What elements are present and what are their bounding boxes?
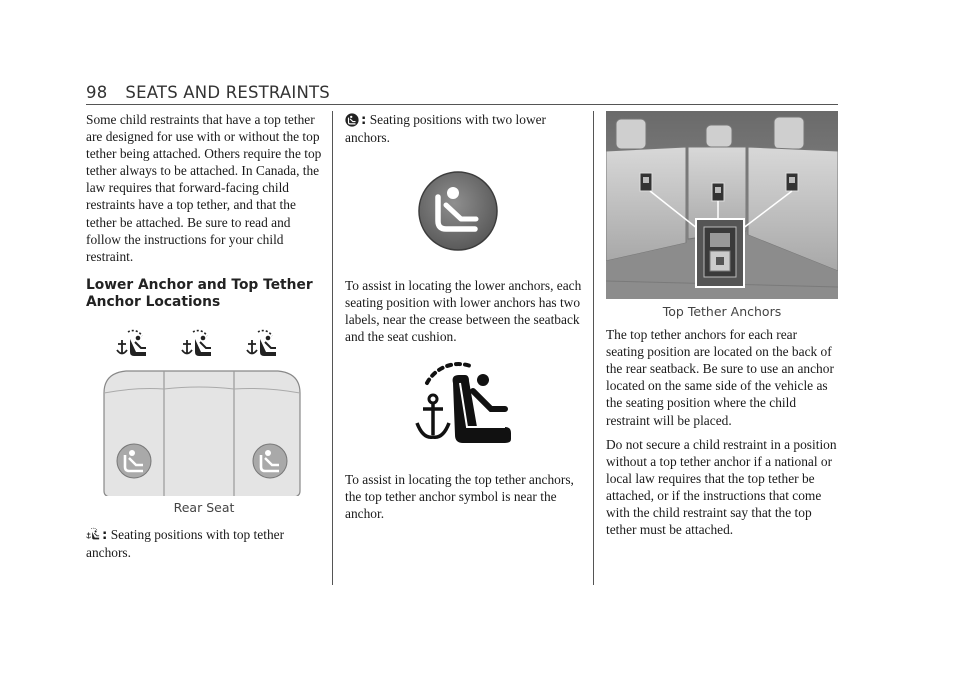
rear-seat-illustration [86, 321, 322, 496]
top-tether-symbol-icon [86, 527, 100, 542]
lower-anchor-badge [345, 153, 583, 265]
section-heading: Lower Anchor and Top Tether Anchor Locations [86, 276, 313, 310]
top-tether-anchors-photo [606, 111, 838, 299]
section-title: SEATS AND RESTRAINTS [125, 83, 330, 102]
lower-anchor-symbol-note: : Seating positions with two lower anchors. [345, 112, 547, 146]
tether-symbol-note: : Seating positions with top tether anchors. [86, 526, 285, 561]
column-2 [345, 111, 583, 529]
column-divider-2 [593, 111, 594, 585]
lower-anchor-paragraph: To assist in locating the lower anchors, each seating position with lower anchors has two labels, near the crease between the seatback and the seat cushion. [345, 278, 582, 345]
rear-seat-caption: Rear Seat [173, 499, 235, 515]
page-number: 98 [86, 83, 108, 102]
column-1 [86, 111, 322, 568]
page-header [86, 83, 838, 102]
photo-caption: Top Tether Anchors [662, 304, 782, 319]
lower-anchor-symbol-icon [345, 113, 359, 127]
tether-location-paragraph: The top tether anchors for each rear seating position are located on the back of the rear seatback. Be sure to use an anchor located on the same side of the vehicle as the seating position where the child restraint will be placed. [606, 327, 834, 428]
top-tether-anchor-symbol [345, 353, 583, 457]
column-divider-1 [332, 111, 333, 585]
top-tether-paragraph: To assist in locating the top tether anchors, the top tether anchor symbol is near the anchor. [345, 471, 574, 521]
header-rule [86, 104, 838, 105]
intro-paragraph: Some child restraints that have a top tether are designed for use with or without the top tether being attached. Others require the top tether always to be attached. In Canada, the law requires that forward-facing child restraints have a top tether, and that the tether be attached. Be sure to read and follow the instructions for your child restraint. [86, 112, 322, 264]
tether-warning-paragraph: Do not secure a child restraint in a position without a top tether anchor if a national or local law requires that the top tether be attached, or if the instructions that come with the child restraint say that the top tether must be attached. [606, 436, 837, 538]
column-3 [606, 111, 838, 545]
